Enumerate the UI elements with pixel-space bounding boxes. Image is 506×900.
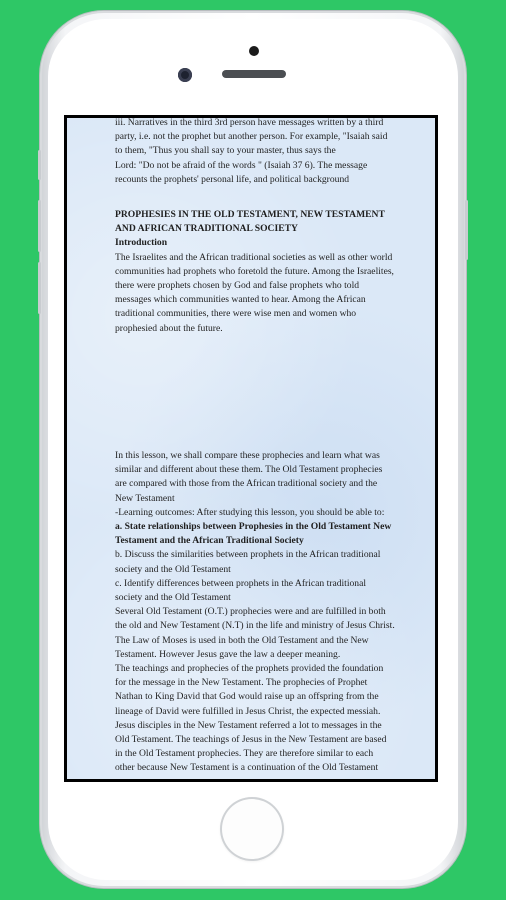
objective-heading: a. State relationships between Prophesies in the Old Testament New [115, 521, 392, 533]
text-line: Several Old Testament (O.T.) prophecies were and are fulfilled in both [115, 606, 386, 618]
earpiece-speaker [222, 70, 286, 78]
text-line: -Learning outcomes: After studying this lesson, you should be able to: [115, 506, 385, 518]
intro-heading: Introduction [115, 237, 168, 249]
section-title: AND AFRICAN TRADITIONAL SOCIETY [115, 223, 298, 235]
text-line: the old and New Testament (N.T) in the life and ministry of Jesus Christ. [115, 620, 395, 632]
mute-switch [38, 150, 41, 180]
text-line: society and the Old Testament [115, 563, 231, 575]
text-line: In this lesson, we shall compare these prophecies and learn what was [115, 450, 380, 461]
text-line: recounts the prophets' personal life, and political background [115, 173, 350, 185]
text-line: Lord: "Do not be afraid of the words " (Isaiah 37 6). The message [115, 159, 368, 171]
home-button[interactable] [220, 797, 284, 861]
text-line: Testament. However Jesus gave the law a deeper meaning. [115, 648, 341, 660]
text-line: to them, "Thus you shall say to your master, thus says the [115, 145, 336, 157]
section-header [115, 208, 400, 336]
text-line: Jesus disciples in the New Testament referred a lot to messages in the [115, 719, 382, 731]
objective-heading: Testament and the African Traditional Society [115, 535, 304, 547]
text-line: in the Old Testament prophecies. They are therefore similar to each [115, 748, 374, 760]
text-line: The Law of Moses is used in both the Old Testament and the New [115, 634, 369, 646]
text-line: iii. Narratives in the third 3rd person have messages written by a third [115, 118, 384, 128]
proximity-sensor-icon [249, 46, 259, 56]
text-line: Nathan to King David that God would raise up an offspring from the [115, 691, 379, 703]
power-button [465, 200, 468, 260]
text-line: for the message in the New Testament. The prophecies of Prophet [115, 677, 368, 689]
text-line: communities had prophets who foretold the future. Among the Israelites, [115, 265, 394, 277]
lesson-body [115, 449, 400, 776]
text-line: c. Identify differences between prophets in the African traditional [115, 577, 367, 589]
intro-paragraph [115, 118, 400, 187]
text-line: other because New Testament is a continuation of the Old Testament [115, 762, 379, 774]
volume-up-button [38, 200, 41, 252]
section-title: PROPHESIES IN THE OLD TESTAMENT, NEW TESTAMENT [115, 209, 385, 220]
text-line: The Israelites and the African traditional societies as well as other world [115, 251, 393, 263]
text-line: Old Testament. The teachings of Jesus in the New Testament are based [115, 734, 387, 746]
phone-screen [64, 115, 438, 782]
text-line: b. Discuss the similarities between prophets in the African traditional [115, 549, 381, 561]
text-line: New Testament [115, 492, 175, 504]
text-line: there were prophets chosen by God and false prophets who told [115, 280, 360, 292]
text-line: society and the Old Testament [115, 592, 231, 604]
text-line: messages which communities wanted to hear. Among the African [115, 294, 366, 306]
text-line: prophesied about the future. [115, 322, 223, 334]
text-line: are compared with those from the African traditional society and the [115, 478, 378, 490]
volume-down-button [38, 262, 41, 314]
front-camera-icon [178, 68, 192, 82]
text-line: party, i.e. not the prophet but another person. For example, "Isaiah said [115, 131, 388, 143]
document-page[interactable] [67, 118, 435, 779]
text-line: similar and different about these them. The Old Testament prophecies [115, 464, 383, 476]
text-line: traditional communities, there were wise men and women who [115, 308, 357, 320]
text-line: lineage of David were fulfilled in Jesus Christ, the expected messiah. [115, 705, 381, 717]
text-line: The teachings and prophecies of the prophets provided the foundation [115, 663, 384, 675]
